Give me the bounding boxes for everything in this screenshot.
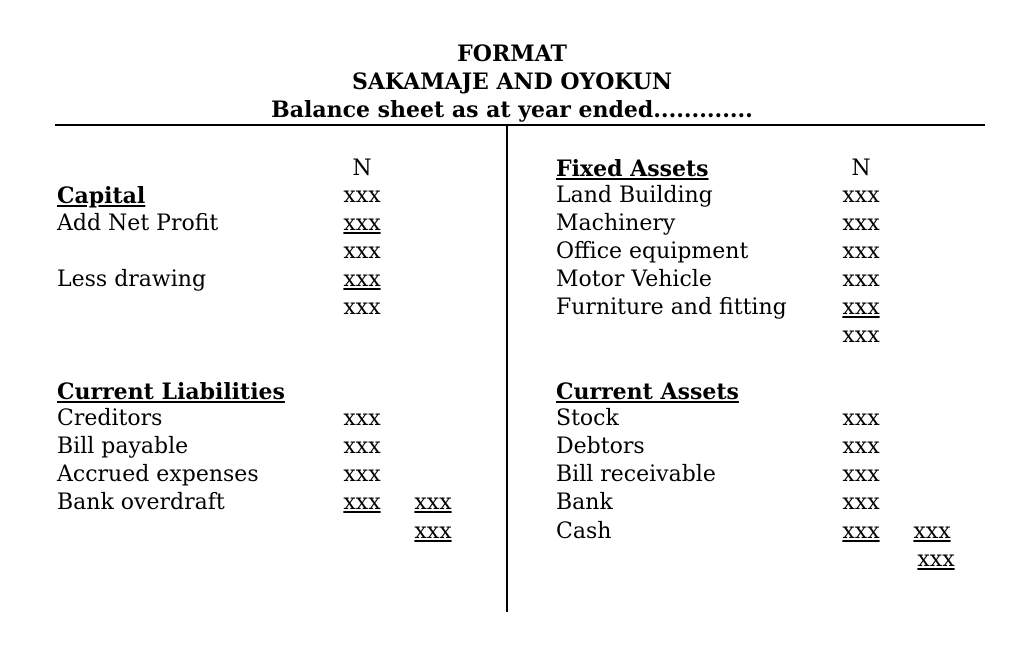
capital-header: Capital bbox=[57, 183, 146, 209]
header-divider bbox=[55, 124, 985, 126]
motor-vehicle-amount: xxx bbox=[842, 267, 880, 292]
current-liabilities-total: xxx bbox=[414, 490, 452, 515]
left-currency-label: N bbox=[352, 156, 372, 181]
debtors-amount: xxx bbox=[842, 434, 880, 459]
net-profit-amount: xxx bbox=[343, 211, 381, 236]
cash-amount: xxx bbox=[842, 519, 880, 544]
land-building-label: Land Building bbox=[556, 183, 713, 208]
bank-overdraft-amount: xxx bbox=[343, 490, 381, 515]
cash-label: Cash bbox=[556, 519, 612, 544]
office-equipment-label: Office equipment bbox=[556, 239, 749, 264]
bill-payable-amount: xxx bbox=[343, 434, 381, 459]
machinery-label: Machinery bbox=[556, 211, 676, 236]
right-grand-total: xxx bbox=[917, 547, 955, 572]
add-net-profit-label: Add Net Profit bbox=[57, 211, 219, 236]
bill-receivable-amount: xxx bbox=[842, 462, 880, 487]
stock-label: Stock bbox=[556, 406, 619, 431]
bill-payable-label: Bill payable bbox=[57, 434, 189, 459]
motor-vehicle-label: Motor Vehicle bbox=[556, 267, 712, 292]
column-divider bbox=[506, 126, 508, 612]
furniture-fitting-amount: xxx bbox=[842, 295, 880, 320]
left-grand-total: xxx bbox=[414, 519, 452, 544]
bank-amount: xxx bbox=[842, 490, 880, 515]
bank-overdraft-label: Bank overdraft bbox=[57, 490, 225, 515]
current-liabilities-header: Current Liabilities bbox=[57, 379, 285, 405]
less-drawing-label: Less drawing bbox=[57, 267, 207, 292]
office-equipment-amount: xxx bbox=[842, 239, 880, 264]
fixed-assets-total: xxx bbox=[842, 323, 880, 348]
machinery-amount: xxx bbox=[842, 211, 880, 236]
fixed-assets-header: Fixed Assets bbox=[556, 156, 709, 182]
bank-label: Bank bbox=[556, 490, 613, 515]
capital-amount: xxx bbox=[343, 183, 381, 208]
accrued-expenses-label: Accrued expenses bbox=[57, 462, 259, 487]
capital-total-amount: xxx bbox=[343, 295, 381, 320]
creditors-amount: xxx bbox=[343, 406, 381, 431]
right-currency-label: N bbox=[851, 156, 871, 181]
current-assets-header: Current Assets bbox=[556, 379, 739, 405]
current-assets-total: xxx bbox=[913, 519, 951, 544]
statement-title: Balance sheet as at year ended............. bbox=[271, 97, 753, 123]
creditors-label: Creditors bbox=[57, 406, 163, 431]
accrued-expenses-amount: xxx bbox=[343, 462, 381, 487]
document-title: FORMAT bbox=[457, 41, 567, 67]
drawing-amount: xxx bbox=[343, 267, 381, 292]
bill-receivable-label: Bill receivable bbox=[556, 462, 716, 487]
business-name: SAKAMAJE AND OYOKUN bbox=[351, 69, 673, 95]
debtors-label: Debtors bbox=[556, 434, 645, 459]
furniture-fitting-label: Furniture and fitting bbox=[556, 295, 787, 320]
land-building-amount: xxx bbox=[842, 183, 880, 208]
stock-amount: xxx bbox=[842, 406, 880, 431]
capital-subtotal-amount: xxx bbox=[343, 239, 381, 264]
